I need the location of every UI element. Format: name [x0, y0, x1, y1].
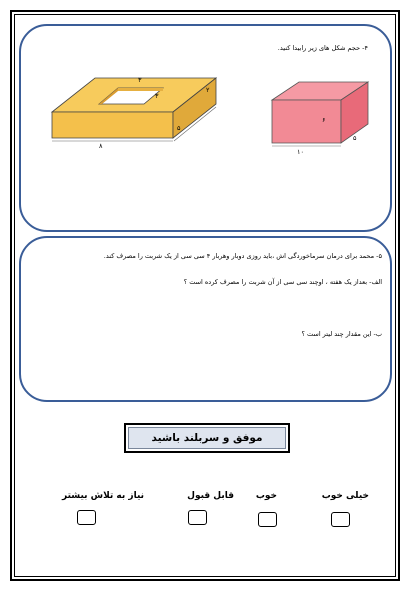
rating-label-very-good: خیلی خوب	[321, 491, 369, 501]
rating-label-acceptable: قابل قبول	[187, 491, 234, 501]
hole-width-label: ۳	[138, 76, 142, 84]
rating-label-needs-effort: نیاز به تلاش بیشتر	[62, 491, 144, 501]
frame-height-label: ۲	[206, 86, 210, 94]
rating-checkbox-very-good[interactable]	[331, 512, 350, 527]
prism-length-label: ۱۰	[297, 148, 304, 156]
question-5-panel	[19, 236, 392, 402]
prism-depth-label: ۵	[353, 134, 357, 142]
success-banner: موفق و سربلند باشید	[124, 423, 290, 453]
prism-height-label: ۶	[322, 116, 326, 124]
hole-depth-label: ۳	[155, 92, 159, 100]
question-5-part-a: الف- بعداز یک هفته ، اوچند سی سی از آن شربت را مصرف کرده است ؟	[183, 278, 382, 286]
hollow-frame-figure	[52, 78, 216, 141]
rating-checkbox-good[interactable]	[258, 512, 277, 527]
frame-length-label: ۸	[99, 142, 103, 150]
rating-checkbox-acceptable[interactable]	[188, 510, 207, 525]
question-5-part-b: ب- این مقدار چند لیتر است ؟	[301, 330, 382, 338]
rating-label-good: خوب	[255, 491, 277, 501]
question-4-prompt: ۴- حجم شکل های زیر رابیدا کنید.	[277, 44, 368, 52]
frame-depth-label: ۵	[177, 124, 181, 132]
question-5-prompt: ۵- محمد برای درمان سرماخوردگی اش ،باید روزی دوبار وهربار ۴ سی سی از یک شربت را مصرف کند.	[103, 252, 382, 260]
rating-checkbox-needs-effort[interactable]	[77, 510, 96, 525]
